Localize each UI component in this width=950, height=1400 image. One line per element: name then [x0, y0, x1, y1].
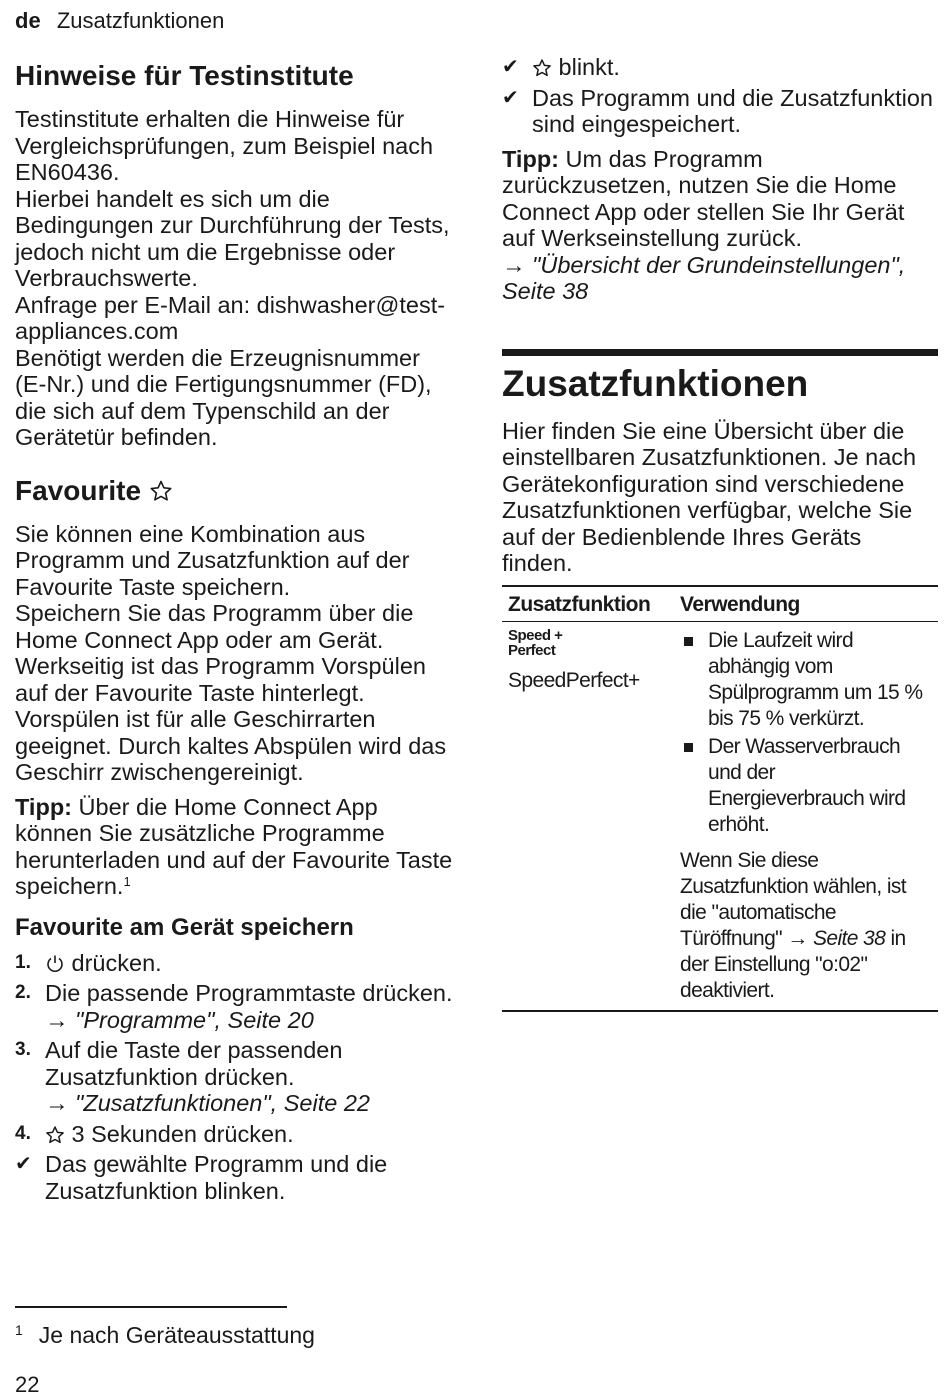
favourite-paragraph-2: Speichern Sie das Programm über die Home Connect App oder am Gerät.: [15, 600, 414, 653]
list-item: [15, 1151, 455, 1204]
functions-table: [502, 585, 938, 1012]
language-code: de: [15, 8, 41, 33]
footnote-text: Je nach Geräteausstattung: [38, 1322, 315, 1348]
testinstitute-paragraph-3: Anfrage per E-Mail an: dishwasher@test-appliances.com: [15, 291, 446, 344]
column-header-usage: Verwendung: [674, 586, 938, 622]
star-outline-icon: [532, 58, 552, 78]
icon-line-2: Perfect: [508, 641, 556, 659]
note-text-a: Wenn Sie diese Zusatzfunktion wählen, ist die "automatische Türöffnung": [680, 848, 907, 950]
list-item: [15, 980, 455, 1033]
checkmark-icon: ✔: [502, 86, 519, 109]
testinstitute-paragraph-2: Hierbei handelt es sich um die Bedingungen zur Durchführung der Tests, jedoch nicht um die Ergebnisse oder Verbrauchswerte.: [15, 185, 450, 291]
note-text-b: in der Einstellung "o:02" deaktiviert.: [680, 926, 906, 1002]
reference-text: Seite 38: [812, 926, 886, 950]
list-item: [502, 85, 938, 138]
list-item: [502, 54, 938, 81]
table-row: [502, 621, 938, 1011]
step-text: Die passende Programmtaste drücken.: [45, 980, 453, 1006]
reset-tip: [502, 146, 938, 305]
list-item: Die Laufzeit wird abhängig vom Spülprogramm um 15 % bis 75 % verkürzt.: [680, 628, 932, 732]
footnote: [15, 1322, 315, 1349]
step-text: Auf die Taste der passenden Zusatzfunktion drücken.: [45, 1037, 343, 1090]
reference-text: "Übersicht der Grundeinstellungen", Seite 38: [502, 251, 906, 304]
favourite-paragraph-3: Werkseitig ist das Programm Vorspülen auf der Favourite Taste hinterlegt. Vorspülen ist für alle Geschirrarten geeignet. Durch kaltes Abspülen wird das Geschirr zwischengereinigt.: [15, 653, 447, 785]
star-outline-icon: [149, 479, 173, 503]
step-number: 2.: [15, 982, 31, 1003]
table-header-row: [502, 586, 938, 622]
star-outline-icon: [45, 1125, 65, 1145]
column-header-function: Zusatzfunktion: [502, 586, 674, 622]
footnote-reference: 1: [123, 874, 131, 889]
usage-bullet-list: [680, 628, 932, 838]
checkmark-icon: ✔: [502, 56, 519, 78]
arrow-icon: →: [502, 251, 526, 278]
favourite-save-heading: Favourite am Gerät speichern: [15, 913, 354, 941]
result-text: blinkt.: [558, 54, 620, 80]
list-item: Der Wasserverbrauch und der Energieverbrauch wird erhöht.: [680, 734, 932, 838]
zusatzfunktionen-intro: Hier finden Sie eine Übersicht über die einstellbaren Zusatzfunktionen. Je nach Gerätekonfiguration sind verschiedene Zusatzfunktionen verfügbar, welche Sie auf der Bedienblende Ihres Geräts finden.: [502, 417, 917, 576]
function-cell: [502, 621, 674, 1011]
testinstitute-paragraph-4: Benötigt werden die Erzeugnisnummer (E-Nr.) und die Fertigungsnummer (FD), die sich auf dem Typenschild an der Gerätetür befinden.: [15, 344, 432, 450]
step-number: 1.: [15, 951, 31, 973]
step-number: 4.: [15, 1122, 31, 1144]
step-text: drücken.: [71, 949, 162, 976]
favourite-tip: [15, 794, 455, 900]
tip-text: Über die Home Connect App können Sie zusätzliche Programme herunterladen und auf der Favourite Taste speichern.: [15, 793, 453, 899]
arrow-icon: →: [787, 926, 808, 950]
step-number: 3.: [15, 1039, 31, 1060]
power-icon: [45, 954, 65, 974]
reference-text: "Programme", Seite 20: [75, 1006, 314, 1033]
step-text: 3 Sekunden drücken.: [71, 1120, 294, 1147]
cross-reference: [45, 1007, 455, 1034]
arrow-icon: →: [45, 1006, 69, 1033]
section-divider: [502, 349, 938, 1012]
arrow-icon: →: [45, 1090, 69, 1116]
speedperfect-icon: [508, 628, 668, 658]
left-column: [15, 58, 455, 1208]
header-section-title: Zusatzfunktionen: [56, 8, 225, 33]
list-item: [15, 950, 455, 977]
cross-reference: [45, 1090, 455, 1117]
list-item: [15, 1037, 455, 1117]
list-item: [15, 1121, 455, 1148]
testinstitute-paragraph-1: Testinstitute erhalten die Hinweise für Vergleichsprüfungen, zum Beispiel nach EN60436.: [15, 106, 434, 185]
favourite-steps-list: [15, 950, 455, 1205]
result-text: Das Programm und die Zusatzfunktion sind eingespeichert.: [532, 84, 933, 137]
favourite-results-list: [502, 54, 938, 138]
footnote-divider: [15, 1306, 287, 1308]
zusatzfunktionen-heading: Zusatzfunktionen: [502, 362, 809, 404]
tip-label: Tipp:: [15, 793, 72, 820]
icon-line-1: Speed +: [508, 626, 563, 644]
favourite-heading-text: Favourite: [15, 474, 142, 506]
tip-text: Um das Programm zurückzusetzen, nutzen Sie die Home Connect App oder stellen Sie Ihr Gerät auf Werkseinstellung zurück.: [502, 145, 905, 251]
checkmark-icon: ✔: [15, 1153, 32, 1175]
page-header: [15, 8, 224, 34]
right-column: [502, 54, 938, 1012]
favourite-paragraph-1: Sie können eine Kombination aus Programm und Zusatzfunktion auf der Favourite Taste speichern.: [15, 520, 410, 600]
footnote-number: 1: [15, 1322, 23, 1338]
favourite-heading: [15, 473, 455, 509]
usage-note: [680, 848, 932, 1004]
function-name: SpeedPerfect+: [508, 668, 640, 692]
page-number: 22: [15, 1372, 40, 1397]
result-text: Das gewählte Programm und die Zusatzfunktion blinken.: [45, 1151, 388, 1204]
testinstitute-heading: Hinweise für Testinstitute: [15, 60, 354, 91]
tip-label: Tipp:: [502, 145, 559, 172]
usage-cell: [674, 621, 938, 1011]
reference-text: "Zusatzfunktionen", Seite 22: [75, 1090, 370, 1116]
